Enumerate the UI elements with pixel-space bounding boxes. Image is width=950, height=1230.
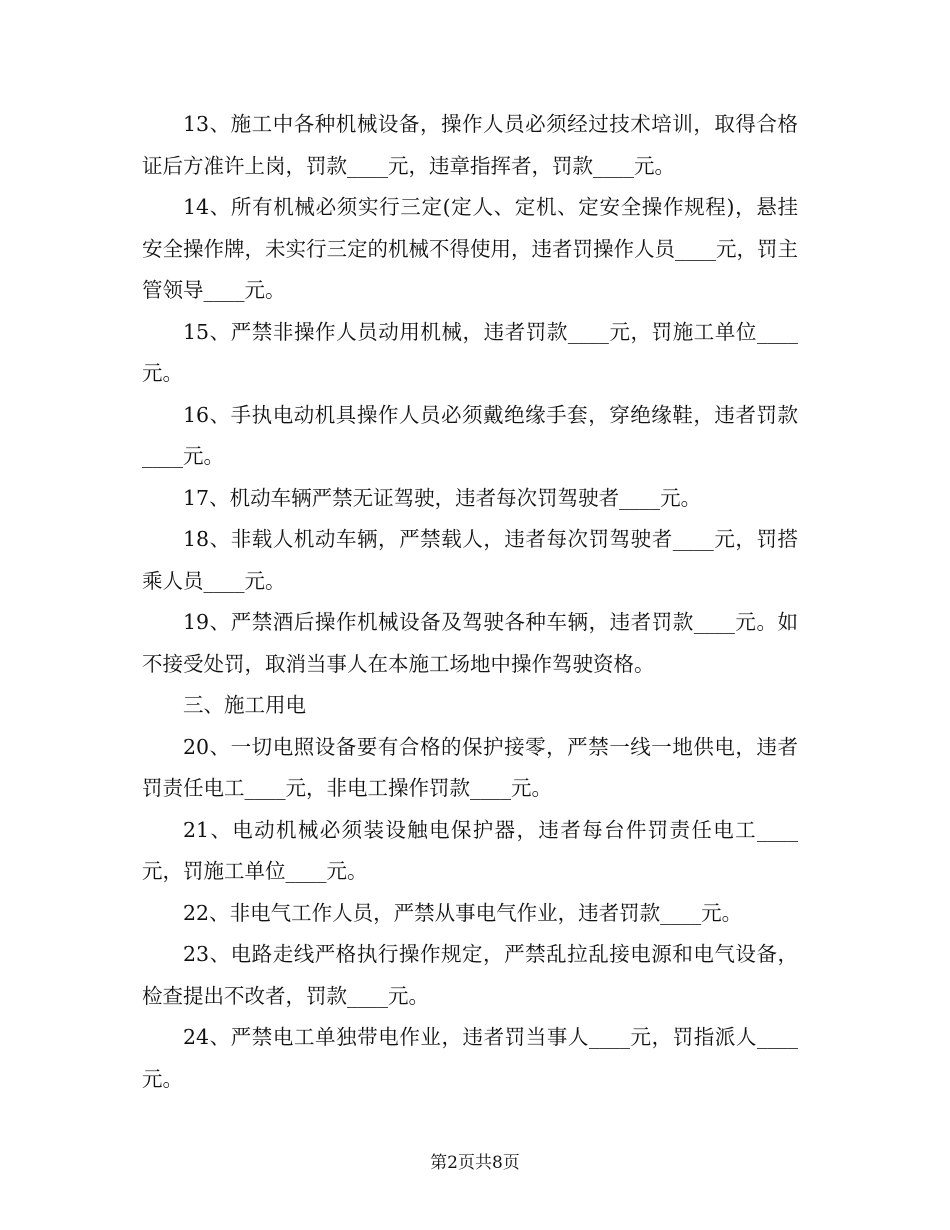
paragraph-16: 16、手执电动机具操作人员必须戴绝缘手套，穿绝缘鞋，违者罚款____元。 [142,402,798,468]
section-heading-construction-electricity: 三、施工用电 [183,693,306,717]
paragraph-21: 21、电动机械必须装设触电保护器，违者每台件罚责任电工____元，罚施工单位____元。 [142,817,798,883]
document-body [142,104,798,1100]
paragraph-13: 13、施工中各种机械设备，操作人员必须经过技术培训，取得合格证后方准许上岗，罚款____元，违章指挥者，罚款____元。 [142,112,798,178]
paragraph-22: 22、非电气工作人员，严禁从事电气作业，违者罚款____元。 [183,900,743,925]
page-number: 第2页共8页 [430,1153,520,1173]
paragraph-24: 24、严禁电工单独带电作业，违者罚当事人____元，罚指派人____元。 [142,1025,798,1091]
paragraph-19: 19、严禁酒后操作机械设备及驾驶各种车辆，违者罚款____元。如不接受处罚，取消当事人在本施工场地中操作驾驶资格。 [142,610,798,676]
paragraph-14: 14、所有机械必须实行三定(定人、定机、定安全操作规程)，悬挂安全操作牌，未实行三定的机械不得使用，违者罚操作人员____元，罚主管领导____元。 [142,195,798,302]
paragraph-23: 23、电路走线严格执行操作规定，严禁乱拉乱接电源和电气设备，检查提出不改者，罚款____元。 [142,942,798,1008]
paragraph-20: 20、一切电照设备要有合格的保护接零，严禁一线一地供电，违者罚责任电工____元，非电工操作罚款____元。 [142,734,798,800]
paragraph-18: 18、非载人机动车辆，严禁载人，违者每次罚驾驶者____元，罚搭乘人员____元。 [142,527,798,593]
paragraph-15: 15、严禁非操作人员动用机械，违者罚款____元，罚施工单位____元。 [142,319,798,385]
paragraph-17: 17、机动车辆严禁无证驾驶，违者每次罚驾驶者____元。 [183,485,702,510]
